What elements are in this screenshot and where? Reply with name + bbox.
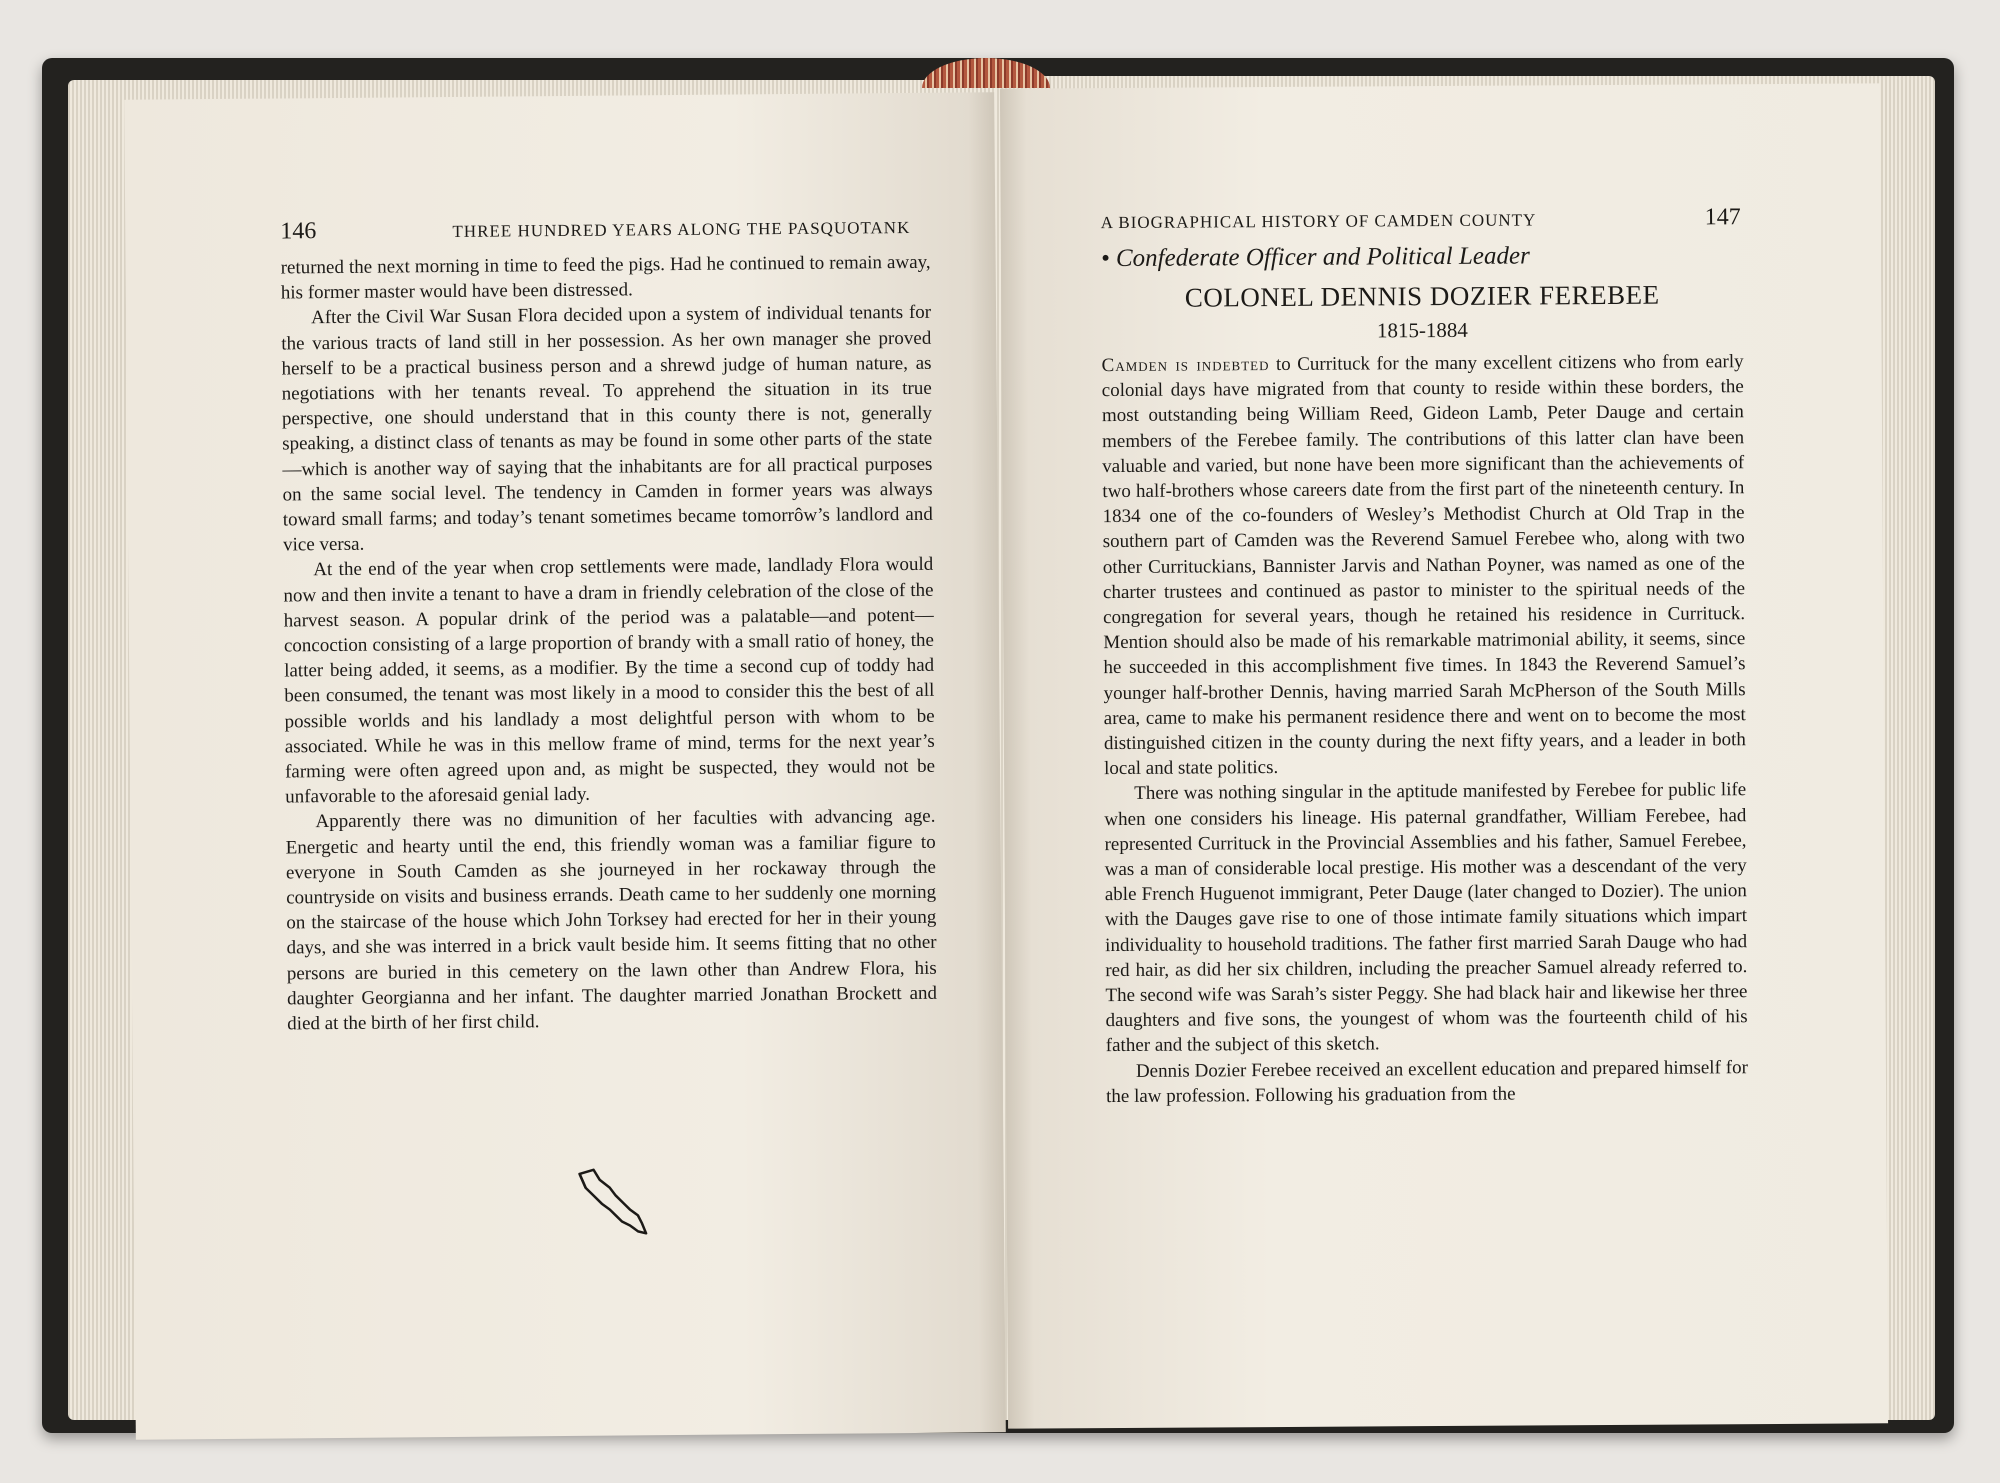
- left-running-title: THREE HUNDRED YEARS ALONG THE PASQUOTANK: [452, 217, 911, 241]
- right-body-text: [1102, 349, 1749, 1109]
- left-running-head: [280, 213, 910, 245]
- section-heading: • Confederate Officer and Political Leader: [1100, 242, 1530, 273]
- left-paragraph: Apparently there was no dimunition of her faculties with advancing age. Energetic and hearty until the end, this friendly woman was a familiar figure to everyone in South Camden as she journeyed in her rockaway through the countryside on visits and business errands. Death came to her suddenly one morning on the staircase of the house which John Torksey had erected for her in their young days, and she was interred in a brick vault beside him. It seems fitting that no other persons are buried in this cemetery on the lawn other than Andrew Flora, his daughter Georgianna and her infant. The daughter married Jonathan Brockett and died at the birth of her first child.: [285, 806, 938, 1035]
- lead-in-smallcaps: Camden is indebted: [1101, 354, 1270, 377]
- right-page-number: 147: [1704, 204, 1741, 231]
- chapter-title: COLONEL DENNIS DOZIER FEREBEE: [1184, 279, 1660, 313]
- right-paragraph: Dennis Dozier Ferebee received an excellent education and prepared himself for the law profession. Following his graduation from the: [1106, 1056, 1748, 1107]
- left-page-number: 146: [280, 218, 317, 245]
- chapter-dates: 1815-1884: [1376, 317, 1468, 343]
- left-paragraph: After the Civil War Susan Flora decided upon a system of individual tenants for the various tracts of land still in her possession. As her own manager she proved herself to be a practical business person and a shrewd judge of human nature, as negotiations with her tenants reveal. To apprehend the situation in its true perspective, one should understand that in this county there is not, generally speaking, a distinct class of tenants as may be found in some other parts of the state—which is another way of saying that the inhabitants are for all practical purposes on the same social level. The tendency in Camden in former years was always toward small farms; and today’s tenant sometimes became tomorrôw’s landlord and vice versa.: [281, 302, 933, 556]
- right-running-head: [1101, 204, 1741, 235]
- right-page: [1000, 83, 1888, 1428]
- camden-county-outline-icon: [575, 1165, 656, 1246]
- left-body-text: [281, 250, 938, 1037]
- left-page: [124, 92, 1006, 1440]
- left-paragraph: At the end of the year when crop settlements were made, landlady Flora would now and then invite a tenant to have a dram in friendly celebration of the close of the harvest season. A popular drink of the period was a palatable—and potent—concoction consisting of a large proportion of brandy with a small ratio of honey, the latter being added, it seems, as a modifier. By the time a second cup of toddy had been consumed, the tenant was most likely in a mood to consider this the best of all possible worlds and his landlady a most delightful person with whom to be associated. While he was in this mellow frame of mind, terms for the next year’s farming were often agreed upon and, as might be suspected, they would not be unfavorable to the aforesaid genial lady.: [283, 554, 936, 808]
- left-paragraph: returned the next morning in time to feed the pigs. Had he continued to remain away, his former master would have been distressed.: [280, 251, 931, 304]
- right-paragraph: [1102, 349, 1747, 781]
- right-running-title: A BIOGRAPHICAL HISTORY OF CAMDEN COUNTY: [1100, 210, 1537, 233]
- first-paragraph-text: to Currituck for the many excellent citizens who from early colonial days have migrated from that county to reside within these borders, the most outstanding being William Reed, Gideon Lamb, Peter Dauge and certain members of the Ferebee family. The contributions of this latter clan have been valuable and varied, but none have been more significant than the achievements of two half-brothers whose careers date from the first part of the nineteenth century. In 1834 one of the co-founders of Wesley’s Methodist Church at Old Trap in the southern part of Camden was the Reverend Samuel Ferebee who, along with two other Currituckians, Bannister Jarvis and Nathan Poyner, was named as one of the charter trustees and continued as pastor to minister to the spiritual needs of the congregation for several years, though he retained his residence in Currituck. Mention should also be made of his remarkable matrimonial ability, it seems, since he succeeded in this accomplishment five times. In 1843 the Reverend Samuel’s younger half-brother Dennis, having married Sarah McPherson of the South Mills area, came to make his permanent residence there and went on to become the most distinguished citizen in the county during the next fifty years, and a leader in both local and state politics.: [1101, 351, 1746, 780]
- right-paragraph: There was nothing singular in the aptitude manifested by Ferebee for public life when one considers his lineage. His paternal grandfather, William Ferebee, had represented Currituck in the Provincial Assemblies and his father, Samuel Ferebee, was a man of considerable local prestige. His mother was a descendant of the very able French Huguenot immigrant, Peter Dauge (later changed to Dozier). The union with the Dauges gave rise to one of those intimate family situations which impart individuality to household traditions. The father first married Sarah Dauge who had red hair, as did her six children, including the preacher Samuel already referred to. The second wife was Sarah’s sister Peggy. She had black hair and likewise her three daughters and five sons, the youngest of whom was the fourteenth child of his father and the subject of this sketch.: [1104, 779, 1748, 1057]
